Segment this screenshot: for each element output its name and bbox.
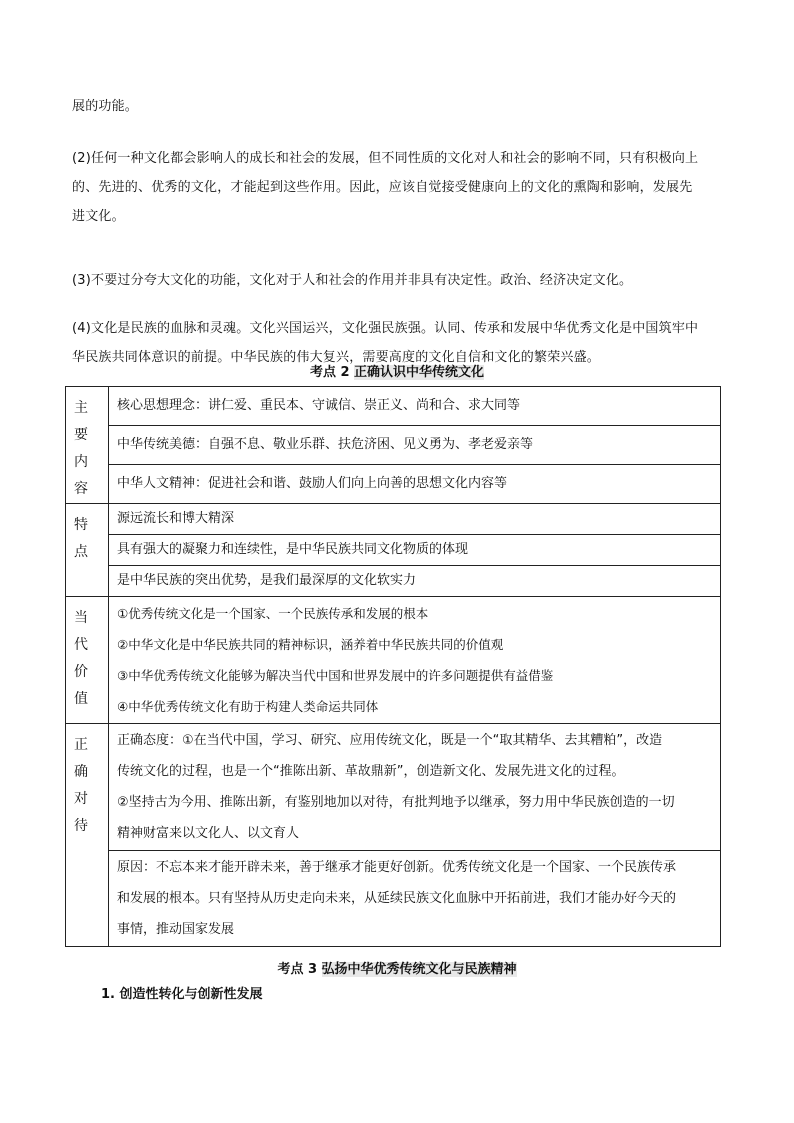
- text-line: 正确态度：①在当代中国，学习、研究、应用传统文化，既是一个“取其精华、去其糟粕”，改造: [117, 733, 663, 748]
- table-row: [66, 535, 721, 566]
- table-cell: 核心思想理念：讲仁爱、重民本、守诚信、崇正义、尚和合、求大同等: [109, 387, 721, 426]
- text-line: (2)任何一种文化都会影响人的成长和社会的发展，但不同性质的文化对人和社会的影响不同，只有积极向上: [72, 151, 699, 166]
- section-heading: 正确认识中华传统文化: [354, 365, 485, 380]
- paragraph-3: [72, 266, 724, 295]
- text-line: 事情，推动国家发展: [117, 922, 235, 937]
- category-treat: 正确 对待: [66, 724, 109, 947]
- table-cell: 中华人文精神：促进社会和谐、鼓励人们向上向善的思想文化内容等: [109, 465, 721, 504]
- text-line: 华民族共同体意识的前提。中华民族的伟大复兴，需要高度的文化自信和文化的繁荣兴盛。: [72, 350, 601, 365]
- table-cell: 具有强大的凝聚力和连续性，是中华民族共同文化物质的体现: [109, 535, 721, 566]
- text-line: 展的功能。: [72, 99, 139, 114]
- section-title-3: [0, 960, 794, 980]
- text-line: 进文化。: [72, 209, 125, 224]
- category-features: 特点: [66, 504, 109, 597]
- text-line: 精神财富来以文化人、以文育人: [117, 826, 300, 841]
- table-row: [66, 566, 721, 597]
- table-row: [66, 426, 721, 465]
- table-cell: 是中华民族的突出优势，是我们最深厚的文化软实力: [109, 566, 721, 597]
- section-heading: 弘扬中华优秀传统文化与民族精神: [321, 962, 517, 977]
- knowledge-table: [65, 386, 721, 947]
- text-line: 原因：不忘本来才能开辟未来，善于继承才能更好创新。优秀传统文化是一个国家、一个民族传承: [117, 860, 677, 875]
- table-row: [66, 465, 721, 504]
- table-cell: 中华传统美德：自强不息、敬业乐群、扶危济困、见义勇为、孝老爱亲等: [109, 426, 721, 465]
- section-prefix: 考点 3: [277, 962, 318, 977]
- text-line: (3)不要过分夸大文化的功能，文化对于人和社会的作用并非具有决定性。政治、经济决定文化。: [72, 273, 633, 288]
- table-row: [66, 851, 721, 947]
- text-line: ④中华优秀传统文化有助于构建人类命运共同体: [117, 699, 379, 714]
- section-prefix: 考点 2: [309, 365, 350, 380]
- text-line: ③中华优秀传统文化能够为解决当代中国和世界发展中的许多问题提供有益借鉴: [117, 668, 554, 683]
- text-line: ①优秀传统文化是一个国家、一个民族传承和发展的根本: [117, 606, 429, 621]
- table-row: [66, 387, 721, 426]
- table-row: [66, 504, 721, 535]
- table-row: [66, 724, 721, 851]
- table-cell: [109, 724, 721, 851]
- text-line: 的、先进的、优秀的文化，才能起到这些作用。因此，应该自觉接受健康向上的文化的熏陶和影响，发展先: [72, 180, 693, 195]
- text-line: 传统文化的过程，也是一个“推陈出新、革故鼎新”，创造新文化、发展先进文化的过程。: [117, 764, 625, 779]
- table-cell: 源远流长和博大精深: [109, 504, 721, 535]
- subheading: 1. 创造性转化与创新性发展: [101, 987, 263, 1002]
- table-cell: [109, 851, 721, 947]
- category-main-content: 主要 内容: [66, 387, 109, 504]
- category-value: 当代 价值: [66, 597, 109, 724]
- text-line: ②坚持古为今用、推陈出新，有鉴别地加以对待，有批判地予以继承，努力用中华民族创造的一切: [117, 795, 675, 810]
- paragraph-1: [72, 92, 724, 121]
- text-line: ②中华文化是中华民族共同的精神标识，涵养着中华民族共同的价值观: [117, 637, 504, 652]
- text-line: 和发展的根本。只有坚持从历史走向未来，从延续民族文化血脉中开拓前进，我们才能办好今天的: [117, 891, 677, 906]
- paragraph-2: [72, 144, 724, 231]
- table-row: [66, 597, 721, 724]
- table-cell: [109, 597, 721, 724]
- section-title-2: [0, 363, 794, 383]
- text-line: (4)文化是民族的血脉和灵魂。文化兴国运兴，文化强民族强。认同、传承和发展中华优秀文化是中国筑牢中: [72, 321, 699, 336]
